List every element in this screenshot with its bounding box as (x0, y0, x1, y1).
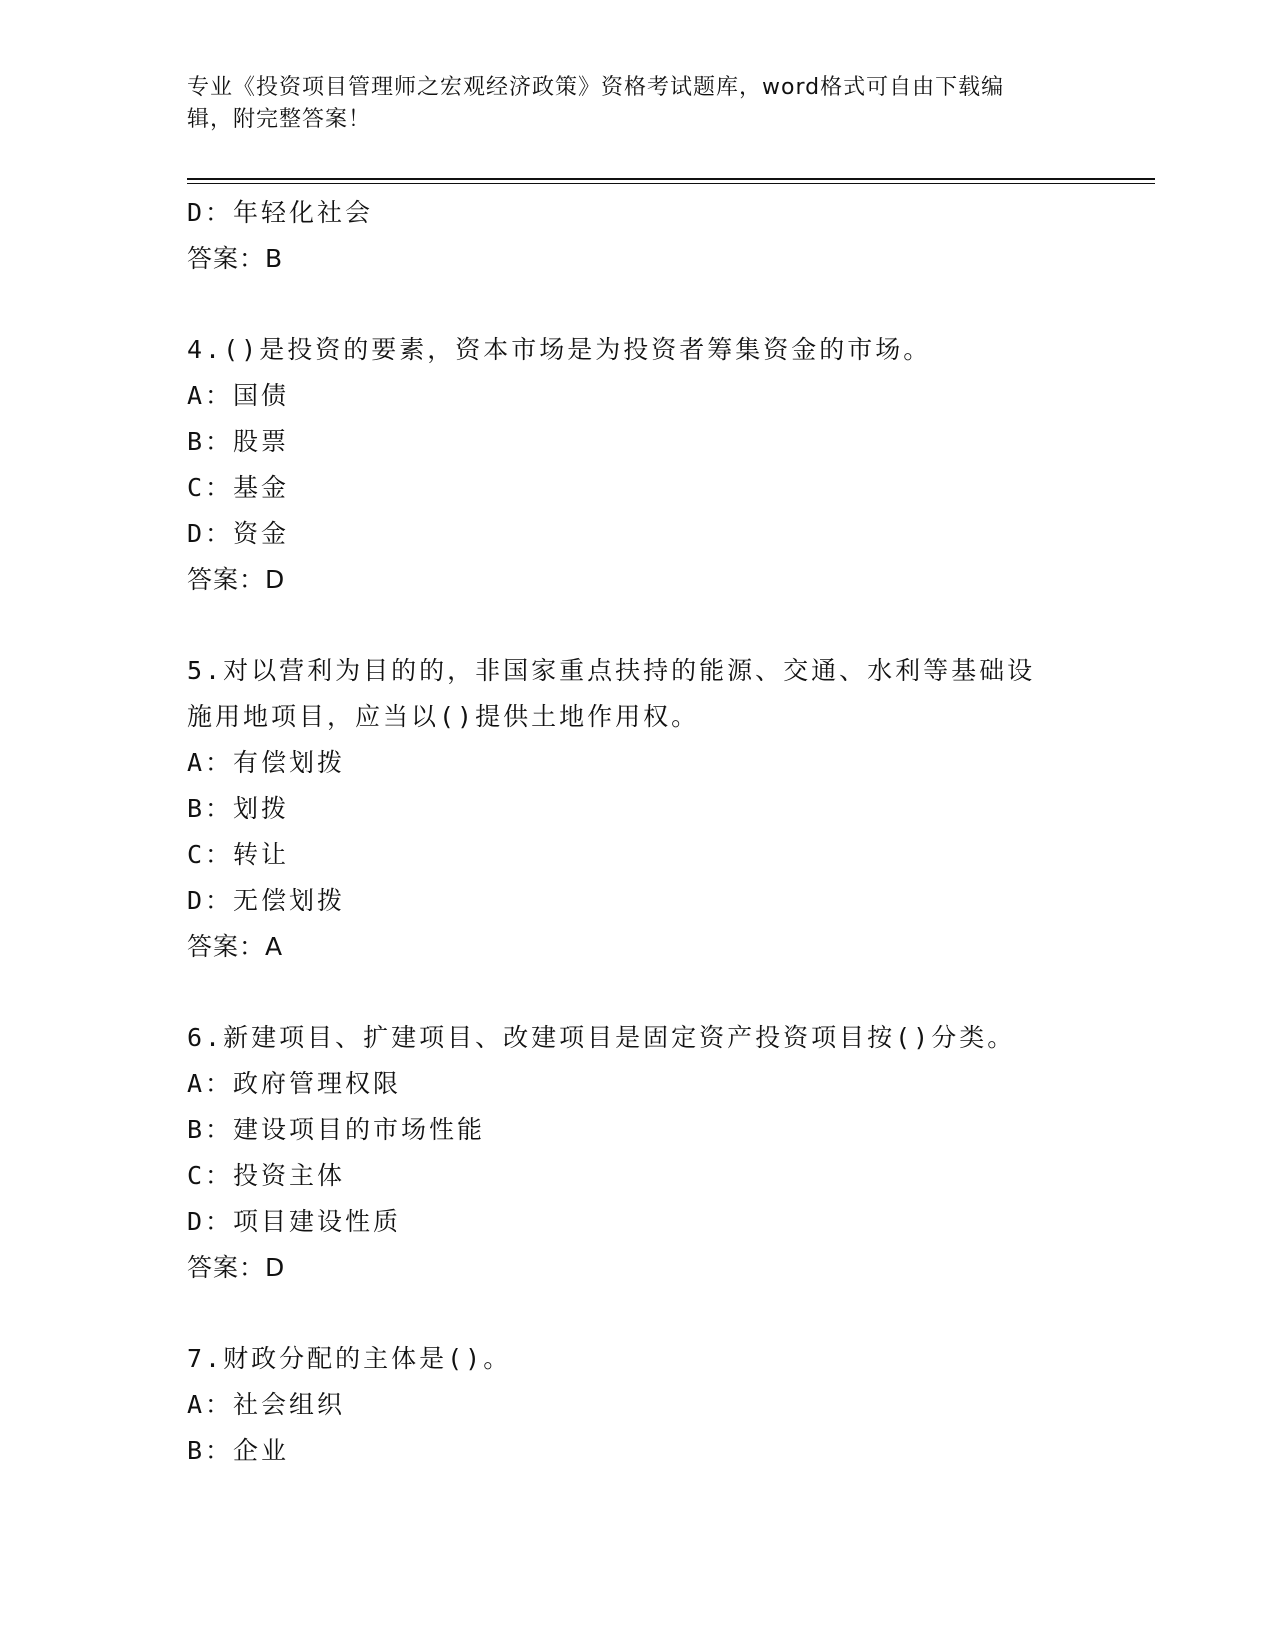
question-stem: 7.财政分配的主体是()。 (187, 1344, 512, 1373)
option-c: C：转让 (187, 840, 290, 869)
option-d: D：资金 (187, 519, 290, 548)
question-stem: 6.新建项目、扩建项目、改建项目是固定资产投资项目按()分类。 (187, 1023, 1016, 1052)
header-divider-thin (187, 183, 1155, 184)
question-stem-line-1: 5.对以营利为目的的，非国家重点扶持的能源、交通、水利等基础设 (187, 656, 1036, 685)
question-4 (187, 327, 1087, 603)
option-a: A：国债 (187, 381, 290, 410)
option-a: A：政府管理权限 (187, 1069, 402, 1098)
answer-line: 答案：D (187, 1253, 286, 1282)
question-6 (187, 1015, 1087, 1291)
question-gap (187, 282, 1087, 327)
option-b: B：建设项目的市场性能 (187, 1115, 486, 1144)
header-title-line-2: 辑，附完整答案！ (187, 107, 372, 132)
option-d: D：无偿划拨 (187, 886, 346, 915)
option-d: D：项目建设性质 (187, 1207, 402, 1236)
question-stem: 4.()是投资的要素，资本市场是为投资者筹集资金的市场。 (187, 335, 932, 364)
question-gap (187, 970, 1087, 1015)
option-b: B：股票 (187, 427, 290, 456)
option-a: A：社会组织 (187, 1390, 346, 1419)
option-c: C：投资主体 (187, 1161, 346, 1190)
question-list (187, 190, 1087, 1474)
question-gap (187, 1291, 1087, 1336)
question-gap (187, 603, 1087, 648)
answer-line: 答案：A (187, 932, 284, 961)
question-5 (187, 648, 1087, 970)
question-7 (187, 1336, 1087, 1474)
question-stem-line-2: 施用地项目，应当以()提供土地作用权。 (187, 702, 700, 731)
option-b: B：划拨 (187, 794, 290, 823)
header-divider-thick (187, 178, 1155, 180)
answer-line: 答案：D (187, 565, 286, 594)
option-c: C：基金 (187, 473, 290, 502)
option-b: B：企业 (187, 1436, 290, 1465)
option-d: D：年轻化社会 (187, 198, 374, 227)
answer-line: 答案：B (187, 244, 284, 273)
header-title-line-1: 专业《投资项目管理师之宏观经济政策》资格考试题库，word格式可自由下载编 (187, 75, 1005, 100)
option-a: A：有偿划拨 (187, 748, 346, 777)
document-header (187, 72, 1067, 136)
